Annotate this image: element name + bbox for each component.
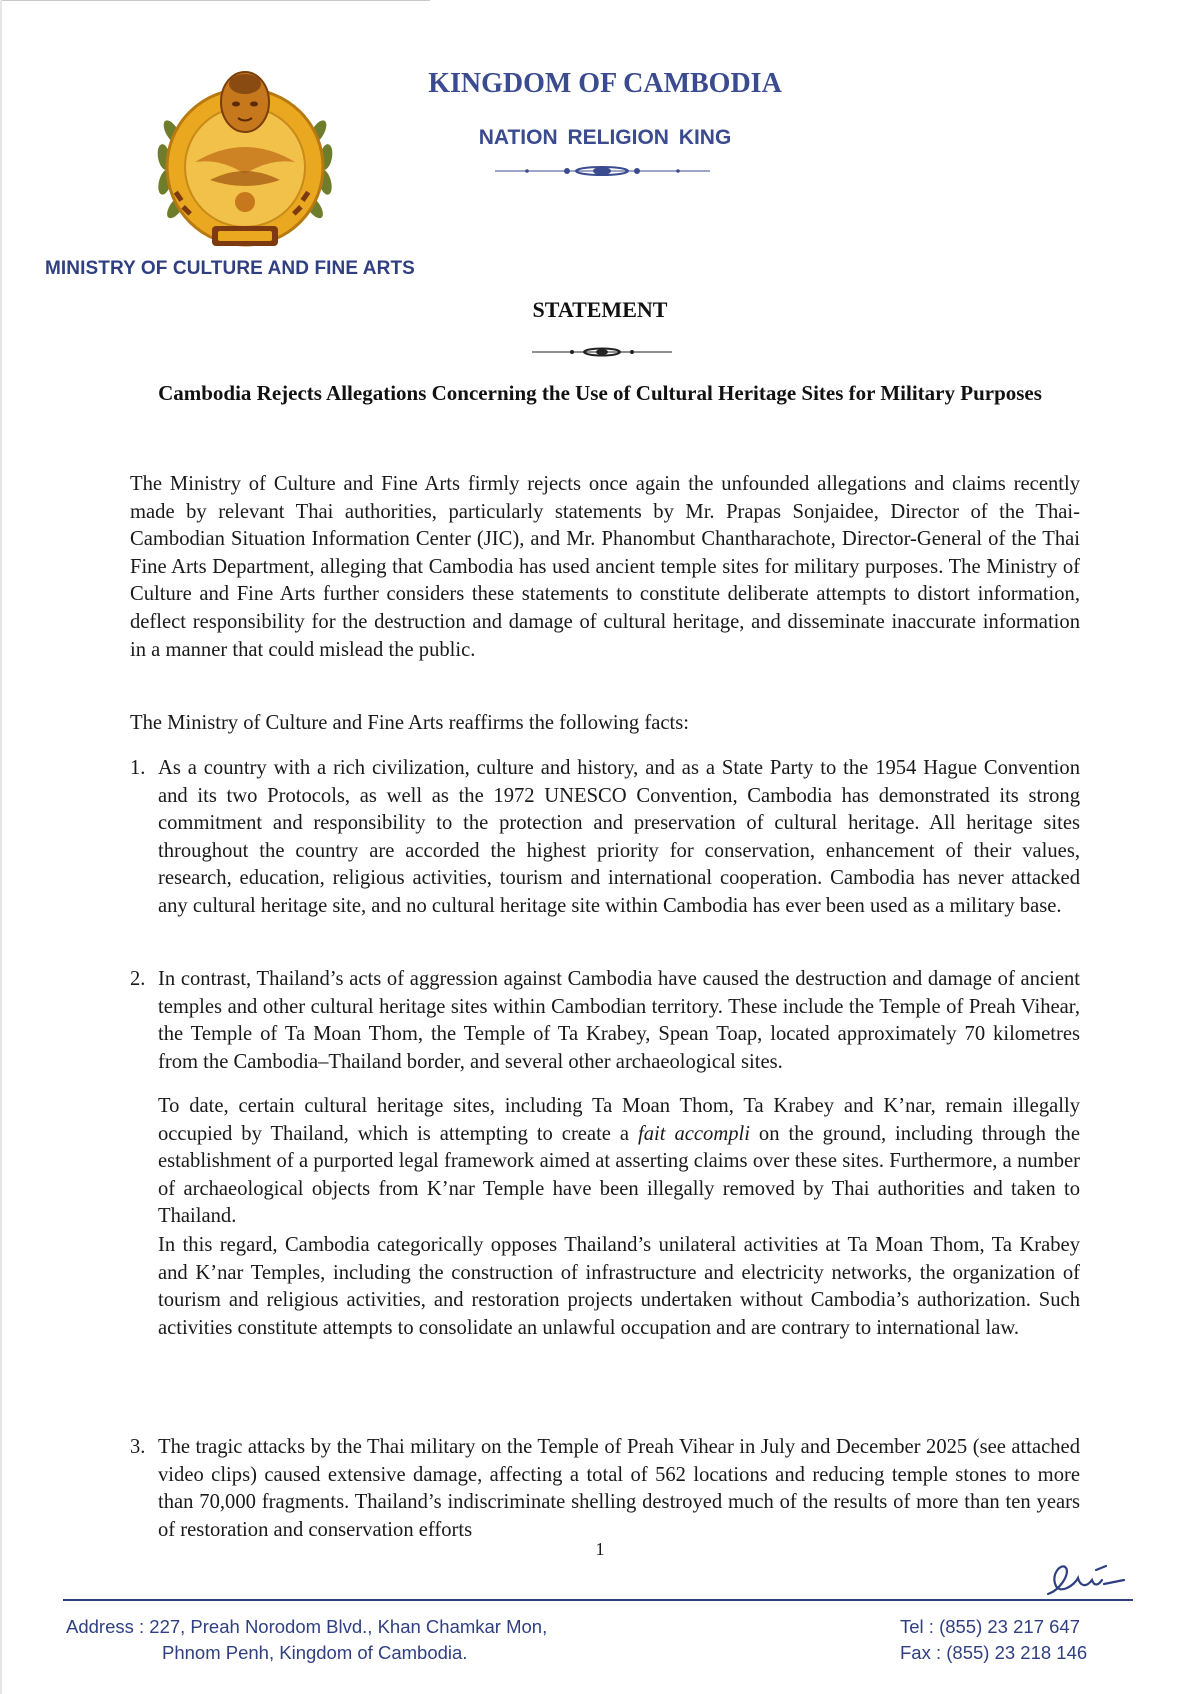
list-item-number: 1. xyxy=(130,757,146,779)
document-title: STATEMENT xyxy=(532,297,668,322)
occupation-text-start: To date, certain cultural heritage sites, including Ta Moan Thom, Ta Krabey and K’nar, remain illegally occupied by Thailand, which is attempting to create a xyxy=(158,1095,1080,1145)
document-subject: Cambodia Rejects Allegations Concerning the Use of Cultural Heritage Sites for Military Purposes xyxy=(158,381,1042,405)
fax-number: Fax : (855) 23 218 146 xyxy=(900,1642,1088,1663)
occupation-text-end: on the ground, including through the establishment of a purported legal framework aimed at asserting claims over these sites. Furthermore, a number of archaeological objects from K’nar Temple have been illegally removed by Thai authorities and taken to Thailand. xyxy=(158,1122,1080,1228)
ministry-seal-icon xyxy=(150,62,340,262)
footer-divider xyxy=(63,1599,1133,1601)
reaffirm-paragraph: The Ministry of Culture and Fine Arts reaffirms the following facts: xyxy=(130,712,689,734)
national-motto: NATION RELIGION KING xyxy=(478,126,732,149)
list-item-number: 3. xyxy=(130,1436,146,1458)
signature-mark xyxy=(1040,1560,1130,1600)
list-item-text: As a country with a rich civilization, culture and history, and as a State Party to the 1954 Hague Convention and its two Protocols, as well as the 1972 UNESCO Convention, Cambodia has demonstrated its strong commitment and responsibility to the protection and preservation of cultural heritage. All heritage sites throughout the country are accorded the highest priority for conservation, enhancement of their values, research, education, religious activities, tourism and international cooperation. Cambodia has never attacked any cultural heritage site, and no cultural heritage site within Cambodia has ever been used as a military base. xyxy=(158,757,1080,917)
page-number: 1 xyxy=(595,1539,605,1559)
opposition-paragraph: In this regard, Cambodia categorically opposes Thailand’s unilateral activities at Ta Moan Thom, Ta Krabey and K’nar Temples, including the construction of infrastructure and electricity networks, the organization of tourism and religious activities, and restoration projects undertaken without Cambodia’s authorization. Such activities constitute attempts to consolidate an unlawful occupation and are contrary to international law. xyxy=(158,1234,1080,1339)
list-item-text: In contrast, Thailand’s acts of aggression against Cambodia have caused the destruction and damage of ancient temples and other cultural heritage sites within Cambodian territory. These include the Temple of Preah Vihear, the Temple of Ta Moan Thom, the Temple of Ta Krabey, Spean Toap, located approximately 70 kilometres from the Cambodia–Thailand border, and several other archaeological sites. xyxy=(158,968,1080,1073)
telephone-number: Tel : (855) 23 217 647 xyxy=(900,1616,1080,1637)
footer-contact xyxy=(900,1614,1140,1666)
header-ornament-divider xyxy=(495,164,710,178)
list-item xyxy=(130,1434,1080,1544)
ministry-name: MINISTRY OF CULTURE AND FINE ARTS xyxy=(45,258,415,279)
kingdom-heading: KINGDOM OF CAMBODIA xyxy=(428,68,782,99)
occupation-paragraph xyxy=(158,1093,1080,1231)
list-item xyxy=(130,755,1080,921)
footer-address xyxy=(66,1614,686,1666)
list-item-number: 2. xyxy=(130,968,146,990)
title-ornament-divider xyxy=(532,345,672,359)
intro-paragraph: The Ministry of Culture and Fine Arts firmly rejects once again the unfounded allegations and claims recently made by relevant Thai authorities, particularly statements by Mr. Prapas Sonjaidee, Director of the Thai-Cambodian Situation Information Center (JIC), and Mr. Phanombut Chantharachote, Director-General of the Thai Fine Arts Department, alleging that Cambodia has used ancient temple sites for military purposes. The Ministry of Culture and Fine Arts further considers these statements to constitute deliberate attempts to distort information, deflect responsibility for the destruction and damage of cultural heritage, and disseminate inaccurate information in a manner that could mislead the public. xyxy=(130,473,1080,661)
list-item-text: The tragic attacks by the Thai military on the Temple of Preah Vihear in July and December 2025 (see attached video clips) caused extensive damage, affecting a total of 562 locations and reducing temple stones to more than 70,000 fragments. Thailand’s indiscriminate shelling destroyed much of the results of more than ten years of restoration and conservation efforts xyxy=(158,1436,1080,1541)
top-edge-line xyxy=(0,0,430,1)
left-page-edge xyxy=(0,0,2,1694)
fait-accompli-term: fait accompli xyxy=(638,1122,750,1145)
list-item xyxy=(130,966,1080,1076)
address-line-1: Address : 227, Preah Norodom Blvd., Khan Chamkar Mon, xyxy=(66,1616,548,1637)
address-line-2: Phnom Penh, Kingdom of Cambodia. xyxy=(162,1642,468,1663)
